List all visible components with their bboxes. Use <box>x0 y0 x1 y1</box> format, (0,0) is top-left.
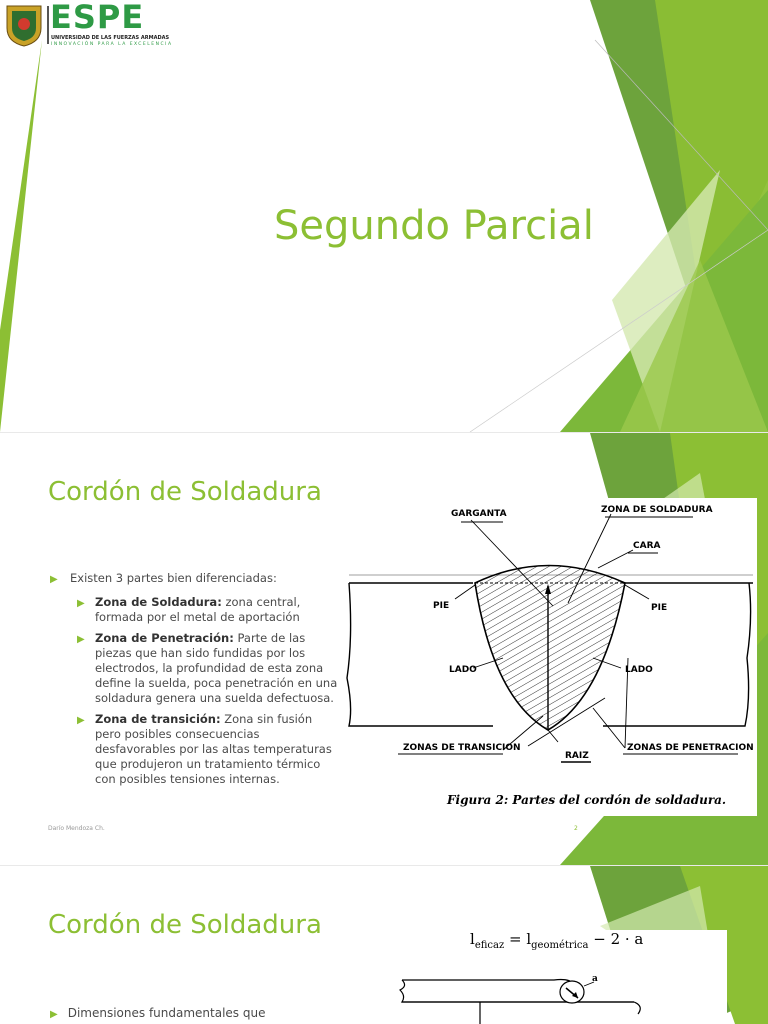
bullet-arrow-icon: ▶ <box>77 634 85 645</box>
bullet-arrow-icon: ▶ <box>50 1009 58 1020</box>
bullet-arrow-icon: ▶ <box>77 715 85 726</box>
slide-heading: Cordón de Soldadura <box>48 477 322 507</box>
formula-rest: − 2 · a <box>588 930 644 948</box>
sub-bullet-item <box>50 595 340 625</box>
footer-page-number: 2 <box>574 825 578 832</box>
formula-sub-eficaz: eficaz <box>474 940 505 951</box>
label-zonas-transicion: ZONAS DE TRANSICION <box>403 743 521 753</box>
bullet-arrow-icon: ▶ <box>50 574 58 585</box>
logo-motto: INNOVACIÓN PARA LA EXCELENCIA <box>51 42 173 47</box>
left-green-shape <box>0 40 42 432</box>
formula-l: l <box>470 930 475 948</box>
formula <box>470 930 643 951</box>
term: Zona de Soldadura: <box>95 595 222 609</box>
logo-university: UNIVERSIDAD DE LAS FUERZAS ARMADAS <box>51 35 170 41</box>
label-zonas-penetracion: ZONAS DE PENETRACION <box>627 743 754 753</box>
slide-cordon <box>0 433 768 865</box>
label-zona-soldadura: ZONA DE SOLDADURA <box>601 505 713 515</box>
bullet-item <box>50 1006 265 1020</box>
weld-figure <box>343 498 757 816</box>
term-text: zona central, formada por el metal de aportación <box>95 595 301 624</box>
bullet-text: Dimensiones fundamentales que <box>67 1006 266 1020</box>
bullet-arrow-icon: ▶ <box>77 598 85 609</box>
slide-heading: Cordón de Soldadura <box>48 910 322 940</box>
espe-logo <box>3 2 179 48</box>
formula-sub-geometrica: geométrica <box>531 940 589 951</box>
label-lado-right: LADO <box>625 665 653 675</box>
bullet-list <box>50 571 340 787</box>
term: Zona de Penetración: <box>95 631 234 645</box>
slide-title <box>0 0 768 432</box>
sub-bullet-item <box>50 712 340 787</box>
sub-bullet-item <box>50 631 340 706</box>
label-lado-left: LADO <box>449 665 477 675</box>
figure-caption: Figura 2: Partes del cordón de soldadura. <box>447 793 727 807</box>
label-raiz: RAIZ <box>565 751 589 761</box>
label-pie-right: PIE <box>651 603 668 613</box>
dimension-diagram <box>394 956 724 1024</box>
label-cara: CARA <box>633 541 661 551</box>
bullet-intro: Existen 3 partes bien diferenciadas: <box>70 571 277 585</box>
term-text: Parte de las piezas que han sido fundidas por los electrodos, la profundidad de esta zona define la suelda, poca penetración en una soldadura genera una suelda defectuosa. <box>95 631 338 705</box>
weld-diagram <box>343 498 757 816</box>
formula-equals: = <box>504 930 527 948</box>
slide-dimensiones <box>0 866 768 1024</box>
formula-l: l <box>526 930 532 948</box>
logo-acronym: ESPE <box>50 0 145 36</box>
label-garganta: GARGANTA <box>451 509 507 519</box>
term: Zona de transición: <box>95 712 221 726</box>
dimension-a-label: a <box>592 974 598 984</box>
slide-title-text: Segundo Parcial <box>274 203 594 249</box>
footer-author: Darío Mendoza Ch. <box>48 825 105 832</box>
bullet-item <box>50 571 340 586</box>
term-text: Zona sin fusión pero posibles consecuencias desfavorables por las altas temperaturas que produjeron un tratamiento térmico con posibles tensiones internas. <box>95 712 332 786</box>
label-pie-left: PIE <box>433 601 450 611</box>
